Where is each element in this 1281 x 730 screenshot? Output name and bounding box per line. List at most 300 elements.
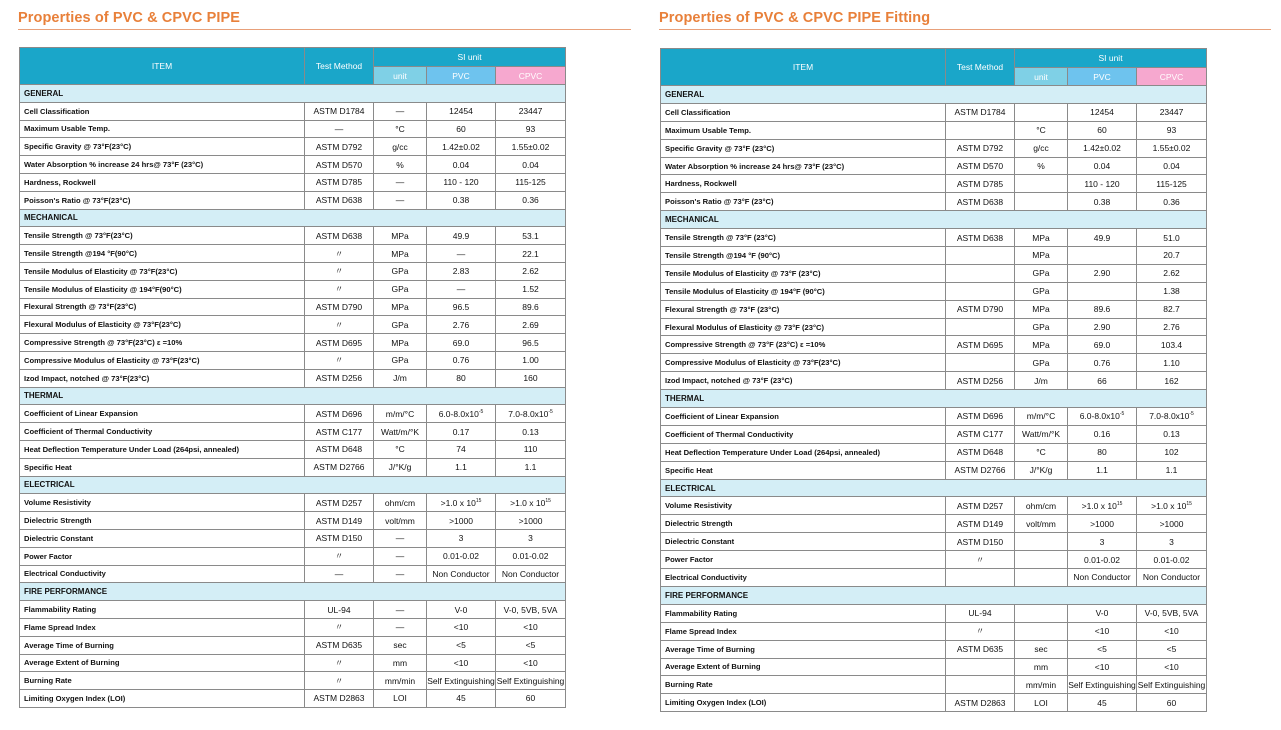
cpvc-value-cell-text: 0.01-0.02	[512, 551, 549, 562]
property-name	[20, 423, 305, 441]
header-cpvc: CPVC	[496, 67, 566, 85]
test-method-cell	[946, 443, 1015, 461]
test-method-cell	[946, 604, 1015, 622]
test-method-cell	[305, 440, 374, 458]
unit-cell	[374, 173, 427, 191]
unit-cell	[1015, 139, 1068, 157]
cpvc-value-cell-text: 89.6	[522, 301, 539, 312]
pvc-value-cell	[427, 565, 496, 583]
unit-cell-text: —	[395, 177, 405, 188]
property-name	[20, 227, 305, 245]
property-name	[661, 157, 946, 175]
table-row	[20, 672, 566, 690]
property-name-text: Burning Rate	[665, 680, 713, 690]
property-name	[661, 121, 946, 139]
unit-cell-text: MPa	[1032, 339, 1050, 350]
property-name-text: Heat Deflection Temperature Under Load (264psi, annealed)	[665, 447, 881, 457]
cpvc-value-cell	[496, 227, 566, 245]
property-name	[661, 443, 946, 461]
cpvc-value-cell	[1137, 354, 1207, 372]
test-method-cell-text: ASTM D635	[956, 644, 1004, 655]
property-name-text: Average Extent of Burning	[665, 662, 761, 672]
table-row	[20, 423, 566, 441]
property-name	[20, 280, 305, 298]
property-name-text: Power Factor	[665, 555, 714, 565]
unit-cell-text: ohm/cm	[1025, 500, 1057, 511]
property-name	[20, 245, 305, 263]
test-method-cell-text: ASTM D570	[956, 161, 1004, 171]
test-method-cell-text: ASTM D2863	[313, 693, 365, 704]
pvc-value-cell	[1068, 318, 1137, 336]
unit-cell	[374, 547, 427, 565]
property-name	[20, 512, 305, 530]
exponent: 15	[475, 497, 482, 504]
cpvc-value-cell-text: 7.0-8.0x10	[508, 408, 549, 419]
test-method-cell-text: ASTM D790	[956, 304, 1004, 315]
pvc-value-cell-text: <10	[1094, 661, 1110, 672]
property-name	[20, 156, 305, 174]
pvc-value-cell	[427, 334, 496, 352]
table-row	[661, 604, 1207, 622]
test-method-cell	[305, 280, 374, 298]
unit-cell	[1015, 658, 1068, 676]
property-name	[661, 569, 946, 587]
property-name-text: Dielectric Constant	[665, 537, 735, 547]
cpvc-value-cell-text: 7.0-8.0x10	[1149, 411, 1190, 422]
cpvc-value-cell	[1137, 461, 1207, 479]
property-name-text: Compressive Strength @ 73°F (23°C) ε =10%	[665, 340, 826, 350]
exponent: -5	[478, 408, 484, 415]
unit-cell-text: volt/mm	[385, 515, 415, 526]
property-name	[661, 551, 946, 569]
header-si-unit: SI unit	[1015, 49, 1207, 68]
cpvc-value-cell-text: <10	[523, 622, 538, 633]
cpvc-value-cell	[1137, 193, 1207, 211]
exponent: 15	[1116, 501, 1123, 508]
left-panel	[18, 0, 631, 730]
section-label: MECHANICAL	[20, 209, 566, 227]
unit-cell	[1015, 497, 1068, 515]
unit-cell-text: mm/min	[384, 675, 416, 686]
table-body	[20, 85, 566, 708]
pvc-value-cell	[427, 227, 496, 245]
unit-cell	[1015, 569, 1068, 587]
unit-cell-text: GPa	[1032, 286, 1050, 297]
pvc-value-cell-text: 12454	[1090, 107, 1114, 118]
test-method-cell	[946, 121, 1015, 139]
property-name-text: Average Time of Burning	[24, 640, 114, 650]
property-name	[661, 247, 946, 265]
property-name	[20, 601, 305, 619]
pvc-value-cell-text: 2.76	[452, 319, 470, 330]
unit-cell-text: LOI	[1034, 697, 1048, 708]
unit-cell-text: —	[395, 551, 405, 562]
cpvc-value-cell	[496, 156, 566, 174]
pvc-value-cell	[1068, 193, 1137, 211]
pvc-value-cell-text: 0.38	[452, 195, 470, 206]
unit-cell	[374, 120, 427, 138]
pvc-value-cell-text: 1.1	[1096, 465, 1108, 476]
unit-cell-text: mm/min	[1025, 679, 1057, 690]
pvc-value-cell-text: 110 - 120	[1084, 178, 1120, 189]
cpvc-value-cell-text: 1.55±0.02	[511, 141, 550, 152]
cpvc-value-cell-text: 115-125	[1156, 178, 1187, 189]
pvc-value-cell	[1068, 461, 1137, 479]
cpvc-value-cell	[1137, 515, 1207, 533]
table-row	[661, 229, 1207, 247]
unit-cell	[374, 601, 427, 619]
test-method-cell	[946, 640, 1015, 658]
property-name-text: Izod Impact, notched @ 73°F (23°C)	[665, 376, 793, 386]
unit-cell	[374, 227, 427, 245]
unit-cell-text: m/m/°C	[1026, 411, 1056, 422]
pvc-value-cell-text: 74	[456, 444, 466, 455]
property-name-text: Coefficient of Thermal Conductivity	[24, 427, 153, 437]
property-name-text: Coefficient of Linear Expansion	[24, 409, 138, 419]
cpvc-value-cell	[1137, 121, 1207, 139]
pvc-value-cell	[427, 245, 496, 263]
test-method-cell-text: ASTM D790	[315, 301, 363, 312]
pvc-value-cell-text: 89.6	[1093, 304, 1111, 315]
pvc-value-cell-text: V-0	[1095, 608, 1109, 619]
unit-cell-text: J/m	[1034, 375, 1048, 386]
cpvc-value-cell-text: 1.55±0.02	[1152, 143, 1191, 154]
test-method-cell-text: ASTM D785	[956, 178, 1004, 189]
unit-cell-text: °C	[1036, 447, 1046, 458]
pvc-value-cell-text: >1.0 x 10	[440, 497, 476, 508]
pvc-value-cell	[1068, 354, 1137, 372]
test-method-cell	[946, 515, 1015, 533]
table-row	[20, 173, 566, 191]
pvc-value-cell	[427, 173, 496, 191]
unit-cell	[1015, 551, 1068, 569]
pvc-value-cell-text: 60	[456, 123, 466, 134]
unit-cell	[1015, 121, 1068, 139]
table-row	[661, 515, 1207, 533]
table-row	[20, 636, 566, 654]
cpvc-value-cell-text: 110	[523, 444, 538, 455]
cpvc-value-cell	[496, 120, 566, 138]
cpvc-value-cell	[496, 280, 566, 298]
table-row	[20, 458, 566, 476]
test-method-cell-text: UL-94	[327, 604, 351, 615]
test-method-cell	[305, 618, 374, 636]
unit-cell-text: GPa	[391, 284, 409, 295]
test-method-cell-text: ASTM D2766	[954, 465, 1006, 476]
pvc-value-cell-text: 1.42±0.02	[1083, 143, 1121, 154]
test-method-cell	[946, 551, 1015, 569]
pvc-value-cell-text: 2.90	[1093, 268, 1111, 279]
pvc-value-cell-text: —	[456, 284, 466, 295]
unit-cell-text: mm	[1033, 661, 1049, 672]
cpvc-value-cell	[496, 690, 566, 708]
unit-cell-text: sec	[1034, 644, 1048, 655]
header-si-unit: SI unit	[374, 48, 566, 67]
pvc-value-cell	[427, 405, 496, 423]
test-method-cell-text: ASTM D785	[315, 177, 363, 188]
table-row	[20, 547, 566, 565]
unit-cell-text: GPa	[1032, 357, 1050, 368]
unit-cell	[1015, 318, 1068, 336]
pvc-value-cell	[1068, 425, 1137, 443]
unit-cell-text: J/m	[393, 373, 407, 384]
property-name-text: Tensile Strength @ 73°F(23°C)	[24, 231, 133, 241]
cpvc-value-cell-text: 60	[525, 693, 536, 704]
table-row	[20, 245, 566, 263]
unit-cell	[1015, 336, 1068, 354]
cpvc-value-cell-text: 0.13	[522, 426, 539, 437]
unit-cell-text: LOI	[393, 693, 407, 704]
table-row	[661, 425, 1207, 443]
cpvc-value-cell	[496, 351, 566, 369]
pvc-value-cell	[1068, 408, 1137, 426]
test-method-cell-text: ASTM D648	[315, 444, 363, 455]
test-method-cell	[305, 494, 374, 512]
cpvc-value-cell-text: <5	[1166, 644, 1177, 655]
unit-cell-text: —	[395, 622, 405, 633]
test-method-cell	[305, 405, 374, 423]
cpvc-value-cell	[1137, 264, 1207, 282]
property-name-text: Flexural Strength @ 73°F (23°C)	[665, 304, 780, 314]
unit-cell	[1015, 533, 1068, 551]
cpvc-value-cell	[496, 191, 566, 209]
exponent: 15	[545, 497, 551, 504]
cpvc-value-cell-text: 0.01-0.02	[1153, 554, 1190, 565]
unit-cell	[1015, 103, 1068, 121]
table-row	[20, 369, 566, 387]
unit-cell	[374, 369, 427, 387]
cpvc-value-cell-text: 22.1	[522, 248, 539, 259]
property-name-text: Average Time of Burning	[665, 644, 755, 654]
cpvc-value-cell-text: 96.5	[522, 337, 539, 348]
pvc-value-cell	[1068, 443, 1137, 461]
unit-cell	[374, 690, 427, 708]
header-item: ITEM	[20, 48, 305, 85]
test-method-cell-text: —	[334, 123, 344, 134]
section-row	[661, 479, 1207, 497]
unit-cell	[1015, 640, 1068, 658]
cpvc-value-cell	[1137, 622, 1207, 640]
cpvc-value-cell-text: V-0, 5VB, 5VA	[503, 604, 558, 615]
unit-cell-text: GPa	[391, 319, 409, 330]
pvc-value-cell	[427, 423, 496, 441]
cpvc-value-cell-text: 2.62	[1163, 268, 1180, 279]
unit-cell-text: J/°K/g	[1029, 465, 1053, 476]
table-row	[661, 157, 1207, 175]
property-name-text: Tensile Strength @194 °F(90°C)	[24, 249, 137, 259]
cpvc-value-cell	[496, 529, 566, 547]
pvc-value-cell-text: —	[456, 248, 466, 259]
cpvc-value-cell-text: 2.62	[522, 266, 539, 277]
test-method-cell	[305, 102, 374, 120]
table-row	[661, 551, 1207, 569]
property-name	[20, 173, 305, 191]
pvc-value-cell-text: 2.90	[1093, 322, 1111, 333]
pvc-value-cell-text: 6.0-8.0x10	[438, 408, 479, 419]
unit-cell-text: —	[395, 195, 405, 206]
cpvc-value-cell-text: 0.04	[1163, 161, 1180, 171]
cpvc-value-cell	[496, 512, 566, 530]
pvc-value-cell	[1068, 229, 1137, 247]
cpvc-value-cell	[1137, 694, 1207, 712]
test-method-cell-text: 〃	[334, 355, 344, 366]
unit-cell	[1015, 175, 1068, 193]
unit-cell-text: MPa	[391, 301, 409, 312]
pvc-value-cell-text: 1.42±0.02	[442, 141, 480, 152]
cpvc-value-cell	[1137, 425, 1207, 443]
unit-cell	[374, 672, 427, 690]
cpvc-value-cell	[496, 369, 566, 387]
pvc-value-cell-text: 45	[456, 693, 466, 704]
property-name	[20, 102, 305, 120]
test-method-cell-text: ASTM D256	[315, 373, 363, 384]
pvc-value-cell-text: 12454	[449, 106, 473, 117]
property-name-text: Compressive Modulus of Elasticity @ 73°F(23°C)	[24, 355, 200, 365]
property-name-text: Limiting Oxygen Index (LOI)	[24, 693, 126, 703]
cpvc-value-cell	[1137, 247, 1207, 265]
table-row	[661, 694, 1207, 712]
table-row	[661, 264, 1207, 282]
unit-cell-text: Watt/m/°K	[380, 426, 420, 437]
unit-cell	[374, 458, 427, 476]
header-pvc: PVC	[427, 67, 496, 85]
property-name-text: Tensile Strength @ 73°F (23°C)	[665, 233, 776, 243]
test-method-cell	[946, 569, 1015, 587]
section-label: GENERAL	[20, 85, 566, 103]
table-row	[661, 318, 1207, 336]
cpvc-value-cell	[496, 547, 566, 565]
pvc-value-cell	[1068, 157, 1137, 175]
test-method-cell	[305, 547, 374, 565]
property-name	[661, 640, 946, 658]
pvc-value-cell	[427, 672, 496, 690]
table-row	[20, 156, 566, 174]
pvc-value-cell	[427, 120, 496, 138]
property-name-text: Flexural Strength @ 73°F(23°C)	[24, 302, 137, 312]
unit-cell	[1015, 354, 1068, 372]
property-name	[20, 351, 305, 369]
cpvc-value-cell	[1137, 103, 1207, 121]
property-name-text: Burning Rate	[24, 676, 72, 686]
test-method-cell	[305, 512, 374, 530]
cpvc-value-cell-text: 53.1	[522, 230, 539, 241]
cpvc-value-cell	[1137, 497, 1207, 515]
table-row	[661, 622, 1207, 640]
cpvc-value-cell	[496, 298, 566, 316]
header-unit: unit	[374, 67, 427, 85]
cpvc-value-cell-text: V-0, 5VB, 5VA	[1144, 608, 1199, 619]
table-row	[661, 121, 1207, 139]
pvc-value-cell-text: 0.17	[452, 426, 470, 437]
property-name-text: Specific Heat	[24, 462, 72, 472]
test-method-cell	[305, 120, 374, 138]
pvc-value-cell-text: <5	[1097, 644, 1107, 655]
table-row	[661, 533, 1207, 551]
cpvc-value-cell-text: 93	[1166, 125, 1177, 136]
property-name	[20, 654, 305, 672]
pvc-value-cell-text: 3	[1099, 536, 1105, 547]
property-name	[661, 622, 946, 640]
table-row	[20, 405, 566, 423]
pvc-value-cell-text: 80	[1097, 447, 1107, 458]
test-method-cell	[305, 191, 374, 209]
property-name	[661, 497, 946, 515]
test-method-cell-text: UL-94	[968, 608, 992, 619]
section-row	[20, 583, 566, 601]
property-name	[661, 354, 946, 372]
cpvc-value-cell	[1137, 282, 1207, 300]
test-method-cell	[305, 672, 374, 690]
unit-cell-text: °C	[395, 123, 405, 134]
unit-cell	[1015, 264, 1068, 282]
cpvc-value-cell	[1137, 300, 1207, 318]
cpvc-value-cell-text: 0.36	[522, 195, 539, 206]
property-name-text: Specific Gravity @ 73°F(23°C)	[24, 142, 132, 152]
property-name	[661, 515, 946, 533]
table-row	[661, 408, 1207, 426]
header-test-method: Test Method	[946, 49, 1015, 86]
test-method-cell	[305, 636, 374, 654]
cpvc-value-cell	[496, 440, 566, 458]
cpvc-value-cell	[1137, 658, 1207, 676]
exponent: -5	[1189, 411, 1194, 418]
pvc-value-cell-text: 49.9	[452, 230, 470, 241]
test-method-cell-text: 〃	[334, 266, 344, 277]
property-name-text: Specific Heat	[665, 465, 713, 475]
properties-table	[660, 48, 1207, 712]
pvc-value-cell-text: 0.01-0.02	[1084, 554, 1120, 565]
test-method-cell	[305, 529, 374, 547]
cpvc-value-cell	[496, 102, 566, 120]
property-name	[661, 282, 946, 300]
cpvc-value-cell-text: 162	[1164, 375, 1179, 386]
pvc-value-cell	[427, 636, 496, 654]
property-name	[20, 369, 305, 387]
test-method-cell	[305, 156, 374, 174]
property-name	[20, 120, 305, 138]
cpvc-value-cell	[496, 636, 566, 654]
unit-cell-text: MPa	[1032, 304, 1050, 315]
title-divider	[18, 29, 631, 30]
cpvc-value-cell-text: 0.04	[522, 159, 539, 170]
section-label: ELECTRICAL	[20, 476, 566, 494]
table-row	[661, 569, 1207, 587]
pvc-value-cell-text: 110 - 120	[443, 177, 479, 188]
unit-cell-text: —	[395, 106, 405, 117]
cpvc-value-cell	[496, 316, 566, 334]
property-name-text: Tensile Strength @194 °F (90°C)	[665, 250, 781, 260]
cpvc-value-cell	[496, 618, 566, 636]
table-row	[20, 440, 566, 458]
cpvc-value-cell	[1137, 640, 1207, 658]
pvc-value-cell	[427, 494, 496, 512]
unit-cell	[1015, 622, 1068, 640]
test-method-cell	[305, 458, 374, 476]
cpvc-value-cell-text: 23447	[518, 106, 543, 117]
property-name	[20, 672, 305, 690]
unit-cell	[374, 262, 427, 280]
property-name	[661, 103, 946, 121]
cpvc-value-cell	[1137, 336, 1207, 354]
table-row	[20, 529, 566, 547]
table-row	[661, 336, 1207, 354]
property-name	[20, 262, 305, 280]
unit-cell-text: GPa	[1032, 268, 1050, 279]
property-name	[661, 408, 946, 426]
unit-cell-text: MPa	[1032, 250, 1050, 261]
pvc-value-cell-text: <10	[453, 657, 469, 668]
cpvc-value-cell-text: 1.38	[1163, 286, 1180, 297]
